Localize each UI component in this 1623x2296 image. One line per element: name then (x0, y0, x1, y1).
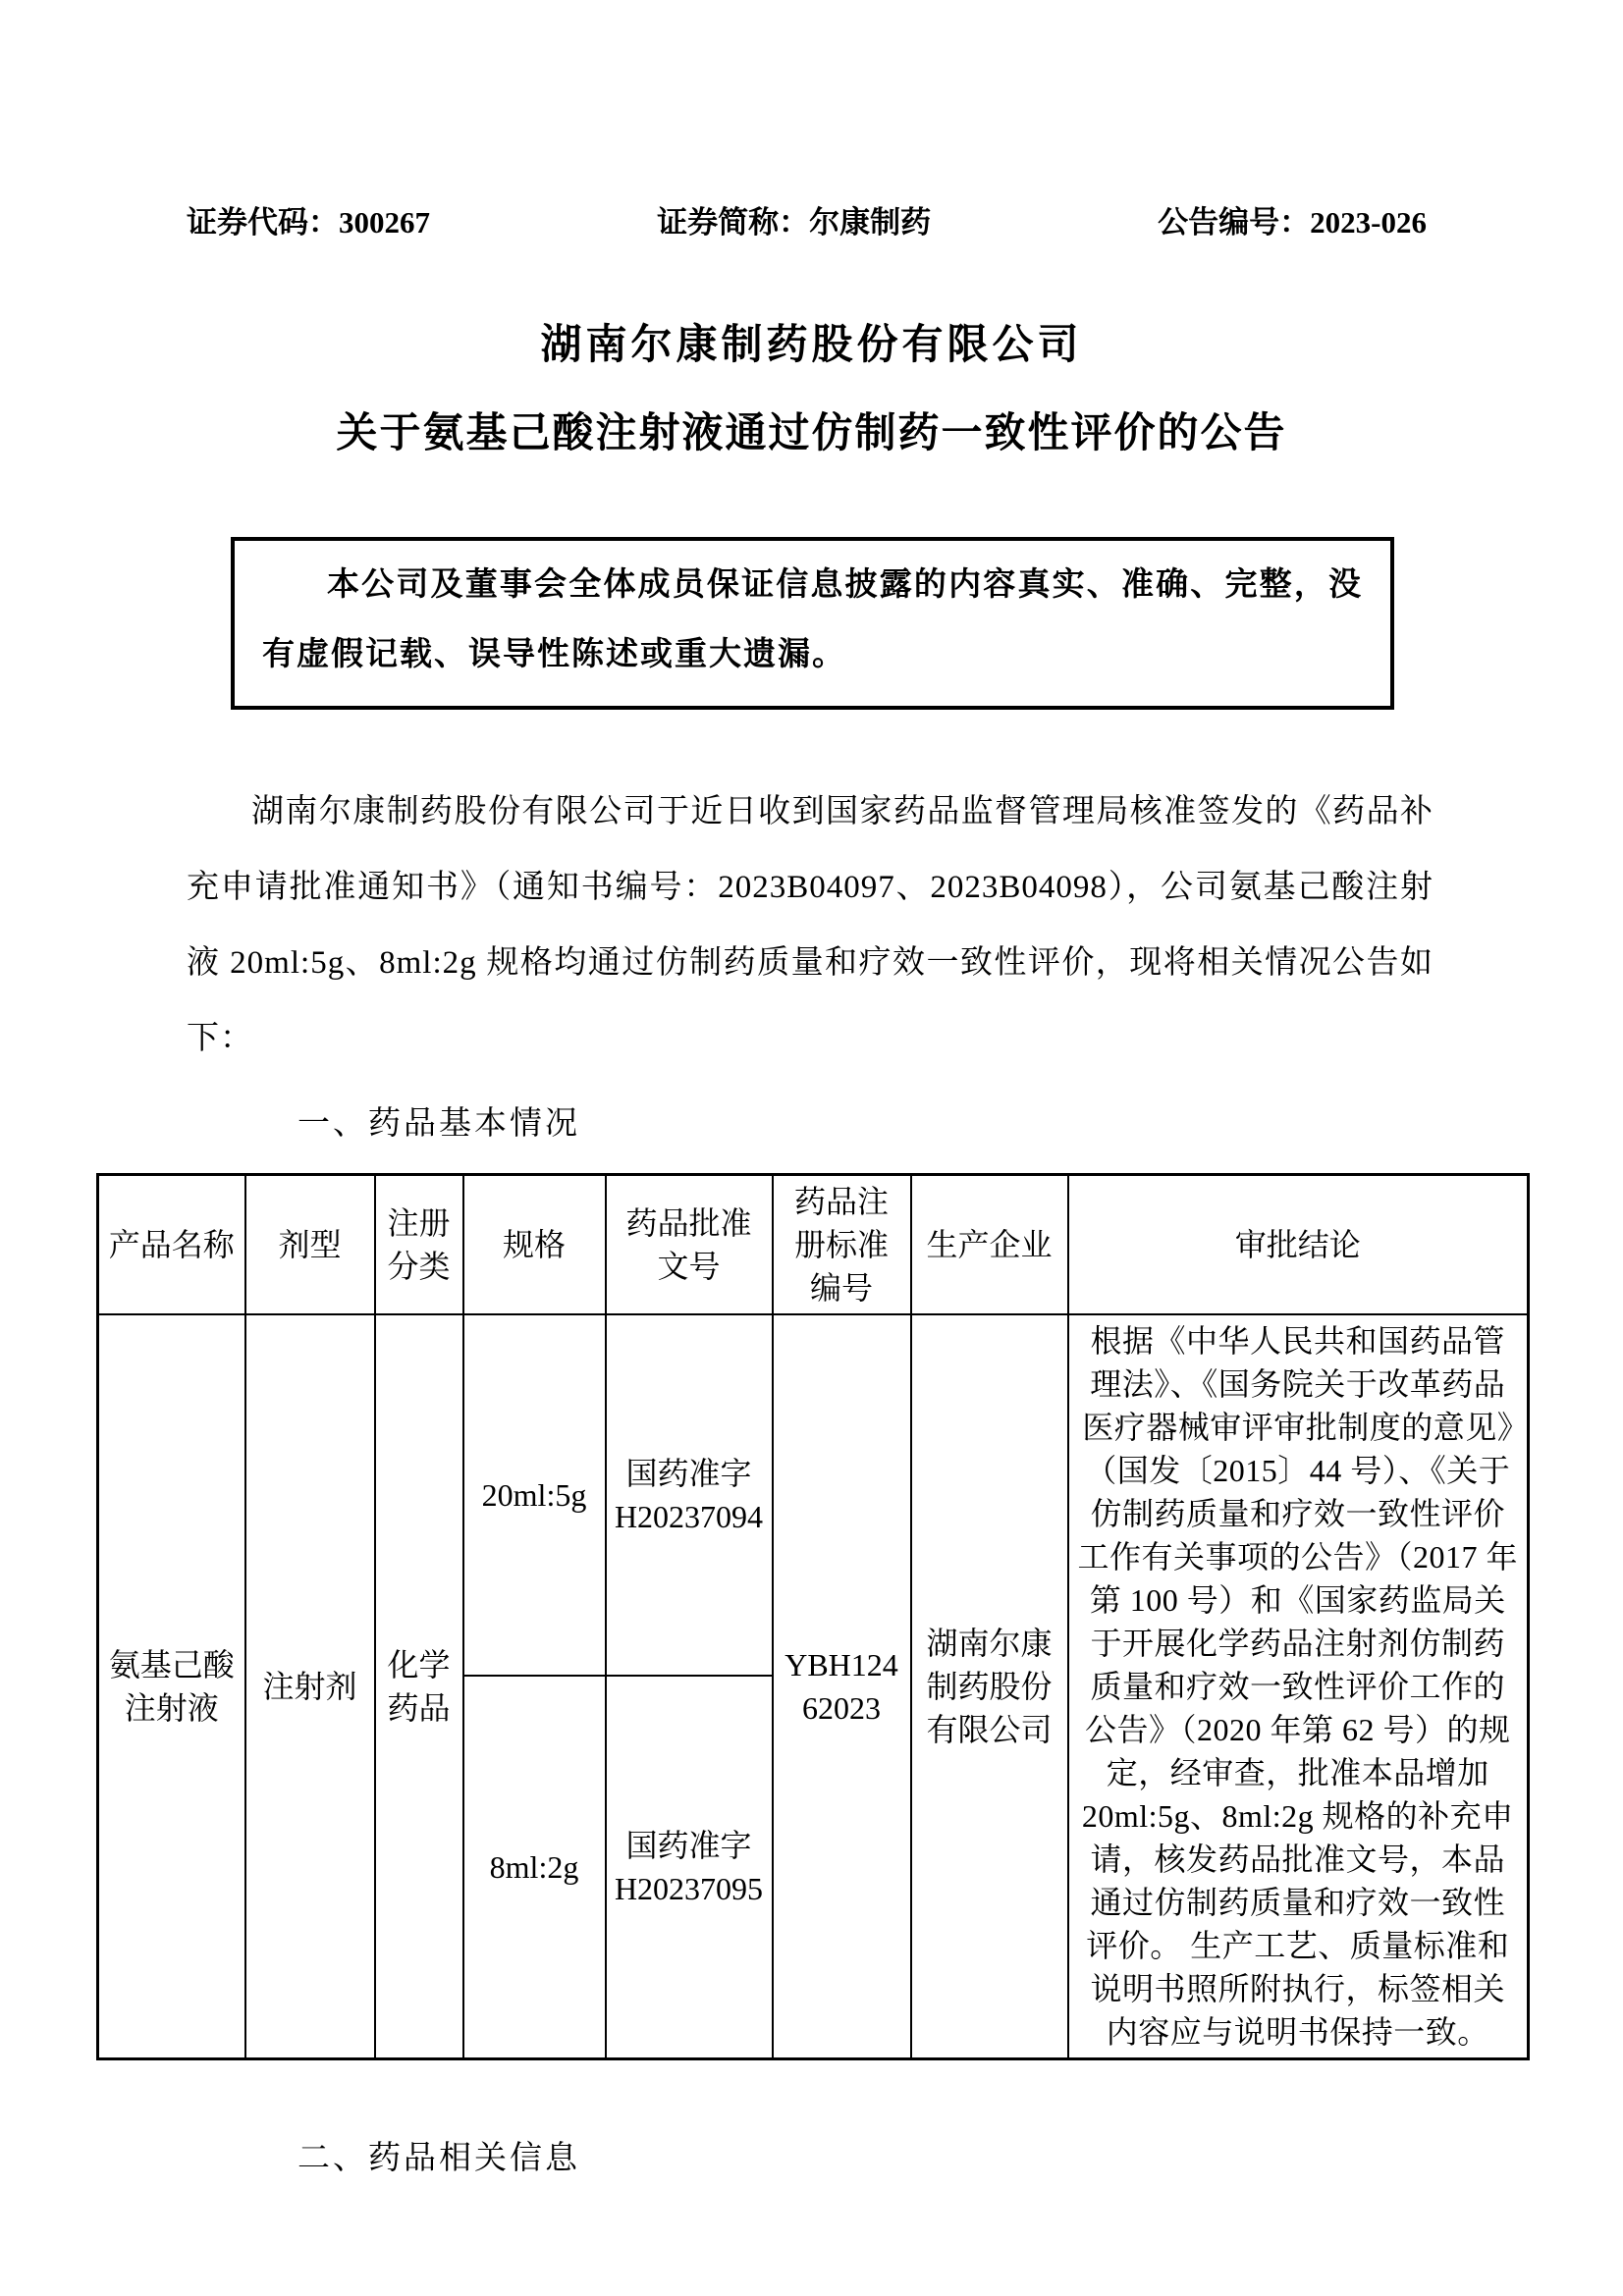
cell-spec-2: 8ml:2g (463, 1676, 606, 2059)
cell-spec-1: 20ml:5g (463, 1314, 606, 1676)
page-subtitle: 关于氨基己酸注射液通过仿制药一致性评价的公告 (336, 411, 1287, 456)
cell-approval-number-1: 国药准字H20237094 (606, 1314, 773, 1676)
cell-standard-number: YBH12462023 (773, 1314, 911, 2059)
cell-registration-class: 化学药品 (375, 1314, 463, 2059)
col-header-registration-class: 注册分类 (375, 1175, 463, 1315)
section-heading-related-info: 二、药品相关信息 (298, 2141, 580, 2176)
declaration-text: 本公司及董事会全体成员保证信息披露的内容真实、准确、完整，没有虚假记载、误导性陈述或重大遗漏。 (262, 567, 1363, 672)
cell-approval-number-2: 国药准字H20237095 (606, 1676, 773, 2059)
section-heading-basic-info: 一、药品基本情况 (298, 1106, 580, 1142)
cell-manufacturer: 湖南尔康制药股份有限公司 (911, 1314, 1068, 2059)
col-header-approval-number: 药品批准文号 (606, 1175, 773, 1315)
stock-abbr: 证券简称：尔康制药 (657, 205, 932, 240)
col-header-dosage-form: 剂型 (245, 1175, 375, 1315)
col-header-spec: 规格 (463, 1175, 606, 1315)
col-header-standard-number: 药品注册标准编号 (773, 1175, 911, 1315)
col-header-manufacturer: 生产企业 (911, 1175, 1068, 1315)
cell-approval-conclusion: 根据《中华人民共和国药品管理法》、《国务院关于改革药品医疗器械审评审批制度的意见》（国发〔2015〕44 号）、《关于仿制药质量和疗效一致性评价工作有关事项的公告》（2017 年第 100 号）和《国家药监局关于开展化学药品注射剂仿制药质量和疗效一致性评价工作的公告》（2020 年第 62 号）的规定，经审查，批准本品增加 20ml:5g、8ml:2g 规格的补充申请，核发药品批准文号，本品通过仿制药质量和疗效一致性评价。 生产工艺、质量标准和说明书照所附执行，标签相关内容应与说明书保持一致。 (1068, 1314, 1529, 2059)
col-header-product-name: 产品名称 (98, 1175, 245, 1315)
col-header-approval-conclusion: 审批结论 (1068, 1175, 1529, 1315)
declaration-box (231, 537, 1394, 710)
stock-code: 证券代码：300267 (187, 205, 430, 240)
intro-paragraph: 湖南尔康制药股份有限公司于近日收到国家药品监督管理局核准签发的《药品补充申请批准通知书》（通知书编号：2023B04097、2023B04098），公司氨基己酸注射液 20ml:5g、8ml:2g 规格均通过仿制药质量和疗效一致性评价，现将相关情况公告如下： (187, 794, 1434, 1056)
table-row-spec-20ml (98, 1314, 1529, 1676)
page-title: 湖南尔康制药股份有限公司 (540, 323, 1083, 368)
announcement-number: 公告编号：2023-026 (1158, 205, 1427, 240)
cell-dosage-form: 注射剂 (245, 1314, 375, 2059)
security-meta-row (0, 0, 1623, 242)
table-header-row (98, 1175, 1529, 1315)
drug-info-table (96, 1173, 1530, 2060)
cell-product-name: 氨基己酸注射液 (98, 1314, 245, 2059)
